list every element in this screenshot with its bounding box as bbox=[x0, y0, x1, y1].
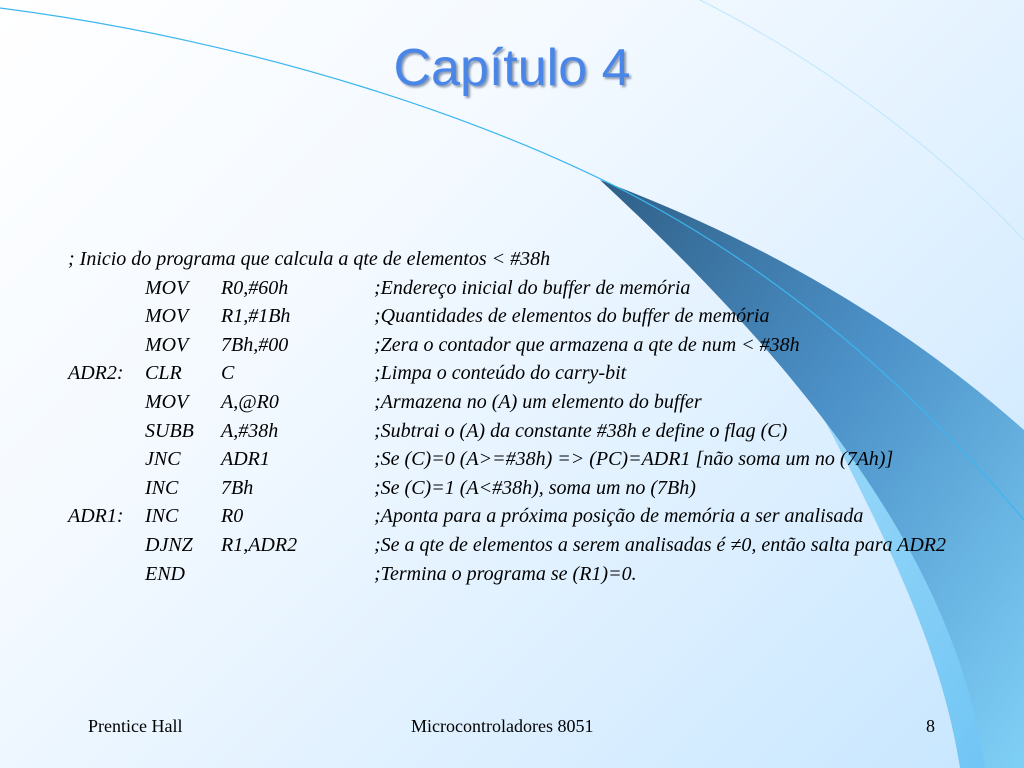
code-comment bbox=[374, 334, 800, 357]
code-comment-italic: ;Aponta para a próxima posição de memória a ser analisada bbox=[374, 505, 864, 528]
code-comment bbox=[374, 534, 946, 557]
code-operand: A,@R0 bbox=[221, 390, 279, 413]
code-mnemonic: MOV bbox=[145, 390, 189, 413]
code-mnemonic: INC bbox=[145, 476, 179, 499]
code-comment-upright: de memória bbox=[590, 276, 691, 299]
code-mnemonic: INC bbox=[145, 505, 179, 528]
slide-title: Capítulo 4 bbox=[393, 39, 631, 97]
code-comment bbox=[374, 505, 863, 528]
code-comment-italic: ;Endereço inicial do buffer bbox=[374, 276, 591, 299]
code-operand: R0 bbox=[221, 505, 244, 528]
code-mnemonic: CLR bbox=[145, 362, 182, 385]
footer-center: Microcontroladores 8051 bbox=[411, 716, 594, 736]
code-mnemonic: END bbox=[145, 562, 185, 585]
code-operand: A,#38h bbox=[221, 419, 279, 442]
code-comment-italic: ;Limpa o conteúdo do carry-bit bbox=[374, 362, 627, 385]
code-comment-italic: ;Se a qte de elementos a serem analisadas é ≠0, então salta para ADR2 bbox=[374, 533, 947, 556]
code-comment bbox=[374, 420, 787, 443]
header-comment: ; Inicio do programa que calcula a qte de elementos < #38h bbox=[68, 248, 551, 270]
code-comment bbox=[374, 563, 637, 586]
code-mnemonic: JNC bbox=[145, 448, 181, 471]
code-comment-italic: ;Subtrai o (A) da constante #38h e define o flag (C) bbox=[374, 419, 788, 442]
wave-thin-line-top bbox=[700, 0, 1024, 240]
code-comment-italic: ;Armazena no (A) um elemento do buffer bbox=[374, 390, 702, 413]
code-comment bbox=[374, 477, 696, 500]
code-comment bbox=[374, 277, 690, 300]
code-operand: 7Bh,#00 bbox=[221, 333, 289, 356]
code-mnemonic: MOV bbox=[145, 305, 189, 328]
footer-left: Prentice Hall bbox=[88, 716, 183, 736]
code-operand: R1,#1Bh bbox=[221, 305, 291, 328]
code-label: ADR1: bbox=[68, 505, 124, 528]
code-comment bbox=[374, 448, 893, 471]
code-operand: 7Bh bbox=[221, 476, 254, 499]
code-comment-italic: ;Se (C)=0 (A>=#38h) => (PC)=ADR1 [não soma um no (7Ah)] bbox=[374, 448, 894, 471]
code-mnemonic: DJNZ bbox=[145, 533, 193, 556]
code-operand: R1,ADR2 bbox=[221, 533, 298, 556]
code-comment-italic: ;Zera o contador que armazena a qte de num < #38h bbox=[374, 333, 800, 356]
code-mnemonic: SUBB bbox=[145, 419, 194, 442]
code-comment bbox=[374, 305, 769, 328]
code-comment bbox=[374, 362, 626, 385]
page-number: 8 bbox=[926, 716, 935, 736]
code-comment-italic: ;Quantidades de elementos do buffer bbox=[374, 305, 670, 328]
code-comment bbox=[374, 391, 702, 414]
code-operand: R0,#60h bbox=[221, 276, 289, 299]
code-mnemonic: MOV bbox=[145, 333, 189, 356]
code-operand: ADR1 bbox=[221, 448, 270, 471]
code-comment-italic: ;Termina o programa se (R1)=0. bbox=[374, 562, 637, 585]
code-comment-italic: ;Se (C)=1 (A<#38h), soma um no (7Bh) bbox=[374, 476, 696, 499]
code-label: ADR2: bbox=[68, 362, 124, 385]
code-operand: C bbox=[221, 362, 235, 385]
code-comment-upright: de memória bbox=[669, 305, 770, 328]
code-mnemonic: MOV bbox=[145, 276, 189, 299]
